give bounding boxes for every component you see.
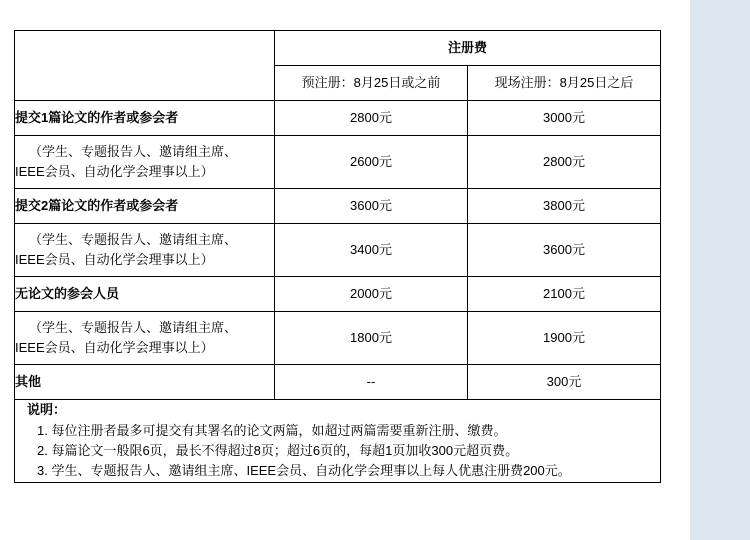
row-onsite-paper2: 3800元: [468, 189, 661, 224]
row-onsite-nopaper: 2100元: [468, 277, 661, 312]
table-notes-row: [15, 400, 661, 483]
row-label-paper2-discount: [15, 224, 275, 277]
row-label-other: 其他: [15, 365, 275, 400]
notes-cell: [15, 400, 661, 483]
row-label-paper1-discount: [15, 136, 275, 189]
header-pre-registration: 预注册：8月25日或之前: [275, 66, 468, 101]
row-label-line2: IEEE会员、自动化学会理事以上）: [15, 252, 214, 267]
table-row: [15, 136, 661, 189]
table-row: [15, 101, 661, 136]
row-label-paper2: 提交2篇论文的作者或参会者: [15, 189, 275, 224]
note-item-2: 2. 每篇论文一般限6页，最长不得超过8页；超过6页的，每超1页加收300元超页费。: [37, 443, 519, 459]
note-item-3: 3. 学生、专题报告人、邀请组主席、IEEE会员、自动化学会理事以上每人优惠注册费200元。: [37, 463, 571, 479]
table-row: [15, 277, 661, 312]
row-pre-nopaper: 2000元: [275, 277, 468, 312]
header-fee-title: 注册费: [275, 31, 661, 66]
notes-title: 说明：: [27, 402, 67, 417]
row-label-line1: （学生、专题报告人、邀请组主席、: [29, 319, 238, 335]
row-onsite-other: 300元: [468, 365, 661, 400]
row-pre-nopaper-discount: 1800元: [275, 312, 468, 365]
header-empty-cell: [15, 31, 275, 101]
row-label-nopaper-discount: [15, 312, 275, 365]
table-row: [15, 224, 661, 277]
row-pre-paper2: 3600元: [275, 189, 468, 224]
row-label-line2: IEEE会员、自动化学会理事以上）: [15, 340, 214, 355]
row-label-paper1: 提交1篇论文的作者或参会者: [15, 101, 275, 136]
row-pre-paper1: 2800元: [275, 101, 468, 136]
row-onsite-nopaper-discount: 1900元: [468, 312, 661, 365]
table-row: [15, 189, 661, 224]
row-label-line1: （学生、专题报告人、邀请组主席、: [29, 143, 238, 159]
table-row: [15, 312, 661, 365]
header-onsite-registration: 现场注册：8月25日之后: [468, 66, 661, 101]
row-label-line2: IEEE会员、自动化学会理事以上）: [15, 164, 214, 179]
registration-fee-table: [14, 30, 661, 483]
row-pre-paper2-discount: 3400元: [275, 224, 468, 277]
row-label-line1: （学生、专题报告人、邀请组主席、: [29, 231, 238, 247]
table-header-row-1: [15, 31, 661, 66]
row-onsite-paper2-discount: 3600元: [468, 224, 661, 277]
row-pre-other: --: [275, 365, 468, 400]
note-item-1: 1. 每位注册者最多可提交有其署名的论文两篇，如超过两篇需要重新注册、缴费。: [37, 423, 507, 439]
row-pre-paper1-discount: 2600元: [275, 136, 468, 189]
row-label-nopaper: 无论文的参会人员: [15, 277, 275, 312]
right-side-panel: [690, 0, 750, 540]
row-onsite-paper1: 3000元: [468, 101, 661, 136]
table-row: [15, 365, 661, 400]
row-onsite-paper1-discount: 2800元: [468, 136, 661, 189]
